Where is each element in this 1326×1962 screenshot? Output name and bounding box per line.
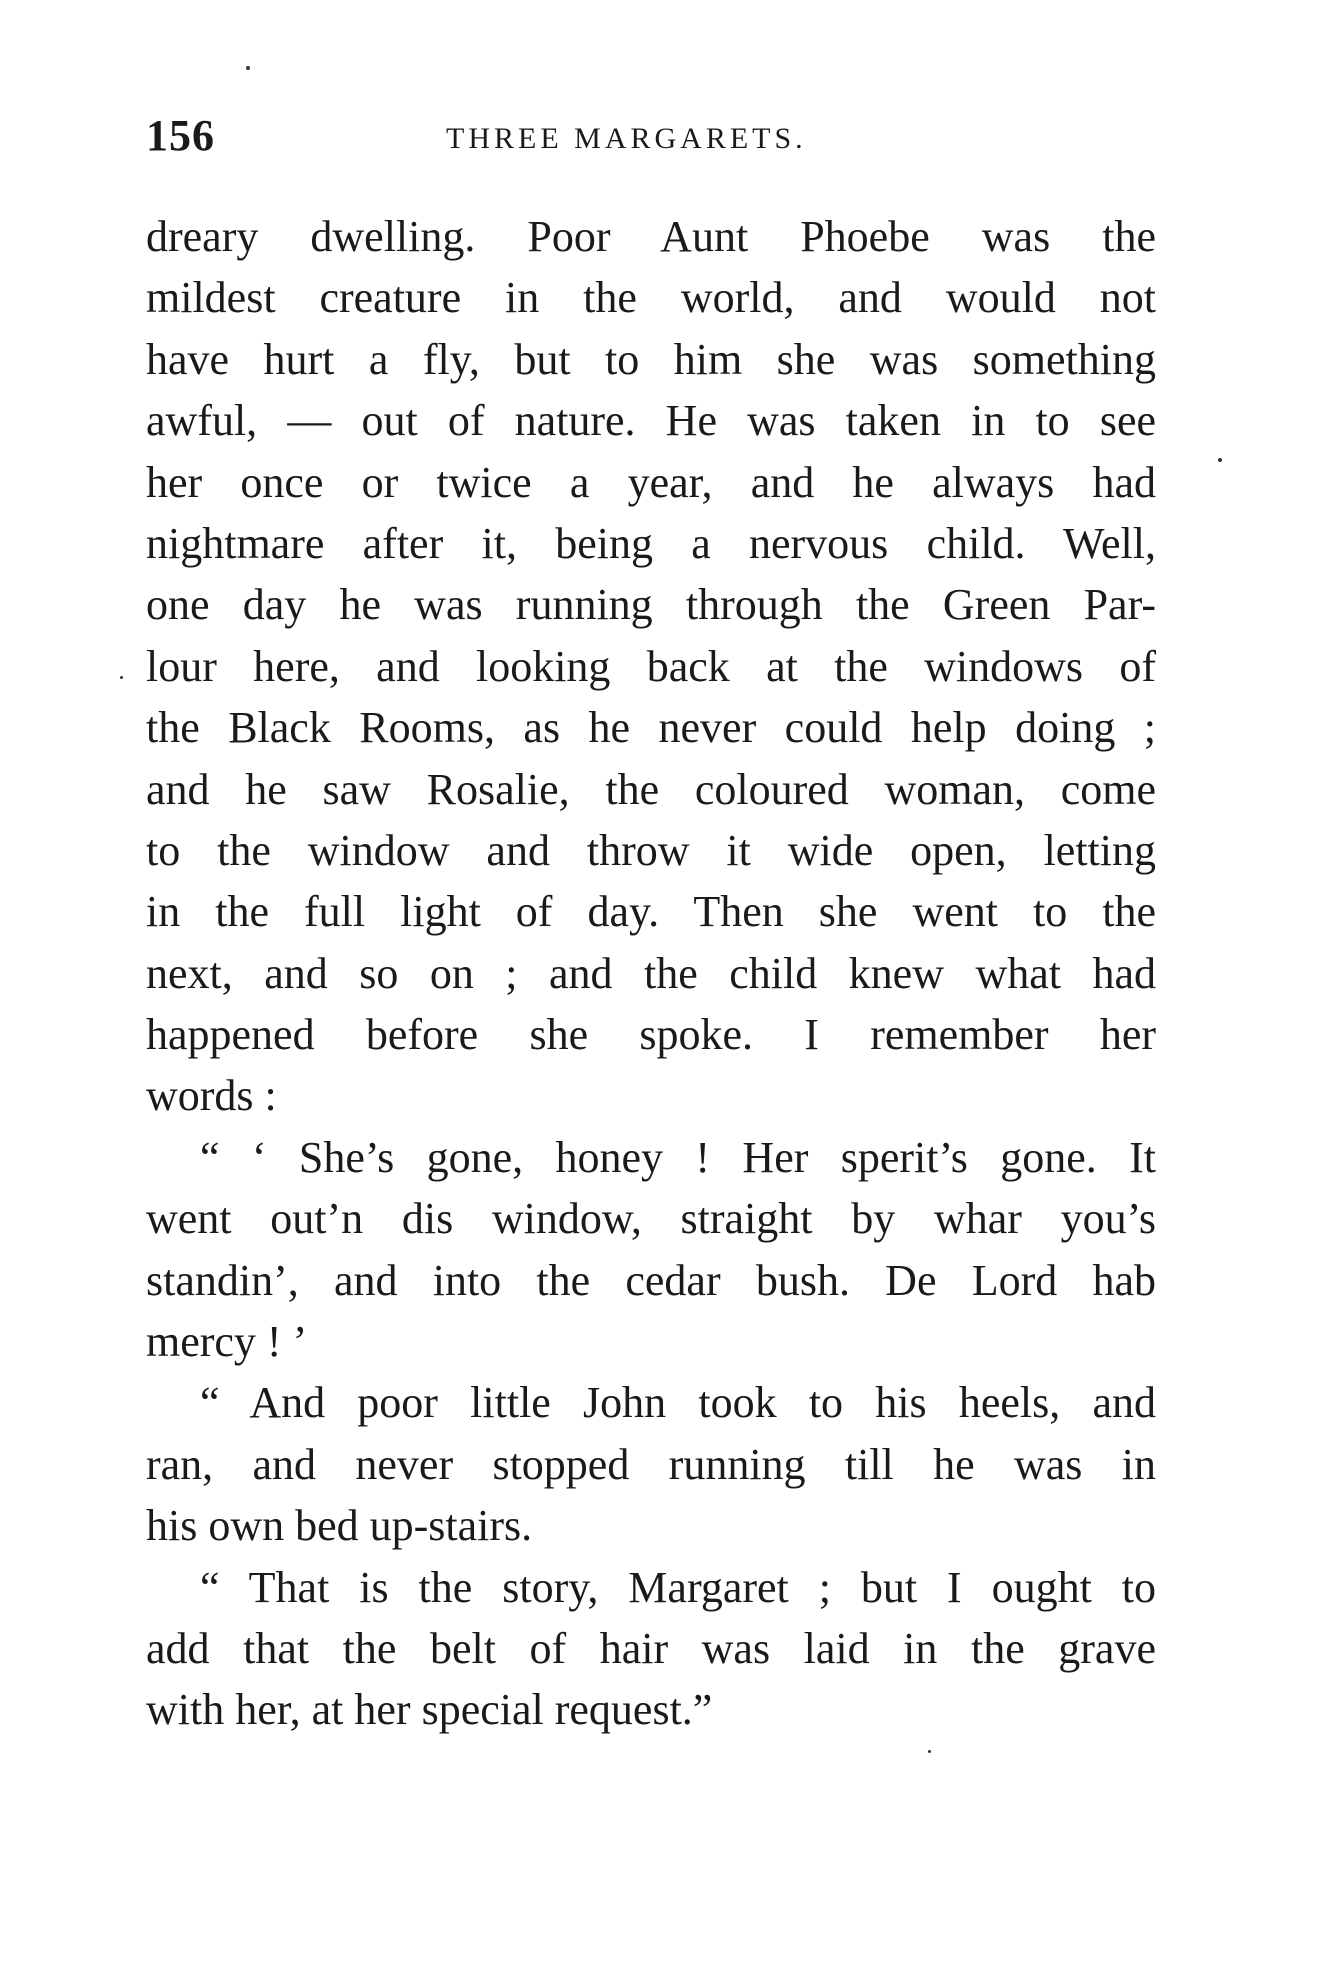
- text-line: mildest creature in the world, and would not: [146, 273, 1156, 323]
- text-line: happened before she spoke. I remember her: [146, 1010, 1156, 1060]
- body-text: [146, 206, 1156, 1741]
- text-line: to the window and throw it wide open, letting: [146, 825, 1156, 875]
- text-line: in the full light of day. Then she went to the: [146, 887, 1156, 937]
- text-line: lour here, and looking back at the windows of: [146, 641, 1156, 691]
- text-line: with her, at her special request.”: [146, 1685, 713, 1735]
- text-line: next, and so on ; and the child knew what had: [146, 948, 1156, 998]
- text-line: have hurt a fly, but to him she was something: [146, 334, 1156, 384]
- text-line: awful, — out of nature. He was taken in to see: [146, 396, 1156, 446]
- text-line: went out’n dis window, straight by whar you’s: [146, 1194, 1156, 1244]
- text-line: add that the belt of hair was laid in the grave: [146, 1623, 1156, 1673]
- scan-speck: [246, 66, 250, 70]
- scan-speck: [1218, 458, 1222, 462]
- page-number: 156: [146, 111, 215, 160]
- page-header: [146, 110, 1156, 170]
- text-line: and he saw Rosalie, the coloured woman, come: [146, 764, 1156, 814]
- text-line: nightmare after it, being a nervous child. Well,: [146, 518, 1156, 568]
- text-line: the Black Rooms, as he never could help doing ;: [146, 703, 1156, 753]
- text-line: one day he was running through the Green Par-: [146, 580, 1156, 630]
- scan-speck: [928, 1750, 931, 1753]
- text-line: his own bed up-stairs.: [146, 1501, 533, 1551]
- scan-speck: [120, 676, 123, 679]
- text-line: her once or twice a year, and he always had: [146, 457, 1156, 507]
- text-line: “ ‘ She’s gone, honey ! Her sperit’s gone. It: [200, 1132, 1156, 1182]
- running-title: THREE MARGARETS.: [446, 122, 807, 155]
- text-line: mercy ! ’: [146, 1317, 308, 1367]
- text-line: standin’, and into the cedar bush. De Lord hab: [146, 1255, 1156, 1305]
- text-line: dreary dwelling. Poor Aunt Phoebe was the: [146, 212, 1156, 261]
- text-line: “ And poor little John took to his heels, and: [200, 1378, 1156, 1428]
- text-line: words :: [146, 1071, 277, 1121]
- text-line: ran, and never stopped running till he was in: [146, 1439, 1156, 1489]
- text-line: “ That is the story, Margaret ; but I ought to: [200, 1562, 1156, 1612]
